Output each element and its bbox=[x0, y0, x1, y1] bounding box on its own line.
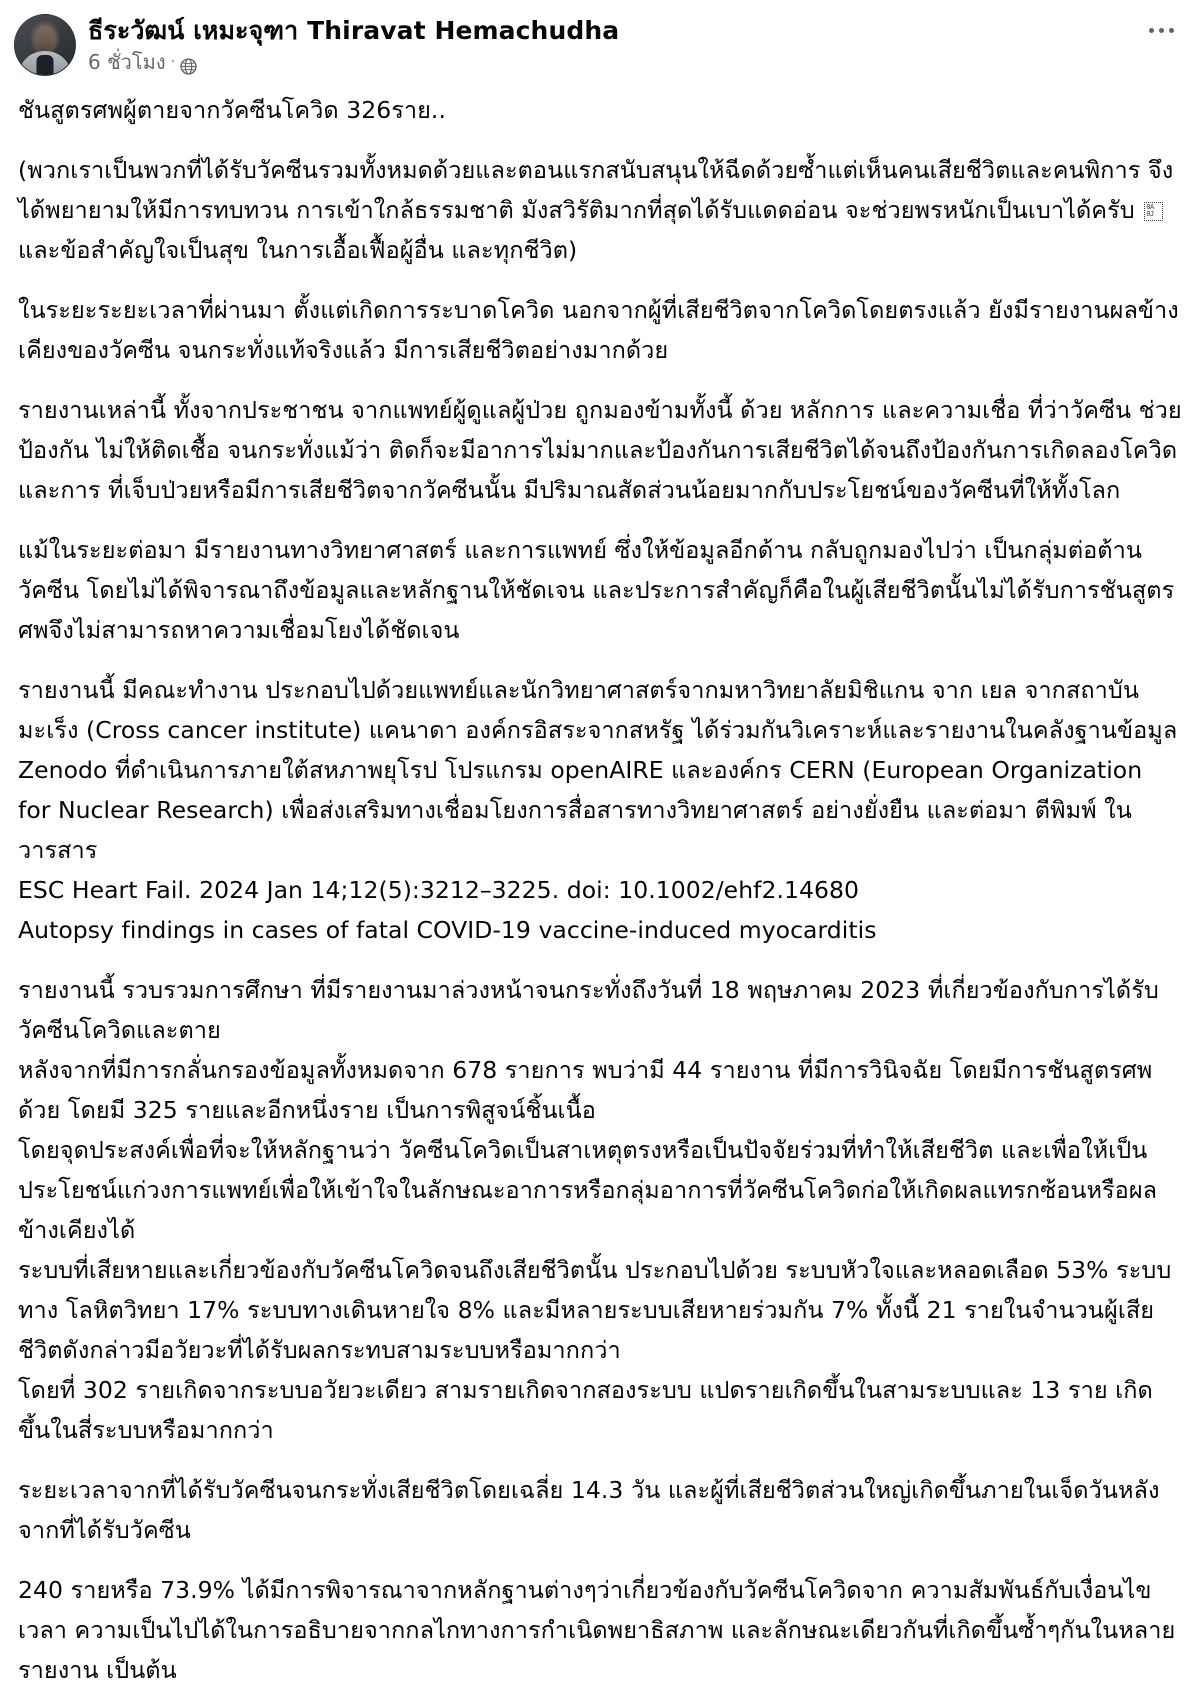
globe-public-icon[interactable] bbox=[180, 55, 197, 72]
ellipsis-dot bbox=[1159, 28, 1164, 33]
author-name[interactable]: ธีระวัฒน์ เหมะจุฑา Thiravat Hemachudha bbox=[88, 16, 620, 45]
post-paragraph-4: แม้ในระยะต่อมา มีรายงานทางวิทยาศาสตร์ และการแพทย์ ซึ่งให้ข้อมูลอีกด้าน กลับถูกมองไปว่า เป็นกลุ่มต่อต้านวัคซีน โดยไม่ได้พิจารณาถึงข้อมูลและหลักฐานให้ชัดเจน และประการสำคัญก็คือในผู้เสียชีวิตนั้นไม่ได้รับการชันสูตรศพจึงไม่สามารถหาความเชื่อมโยงได้ชัดเจน bbox=[18, 536, 1175, 644]
post-header bbox=[0, 0, 1200, 80]
post-body bbox=[0, 90, 1200, 1690]
ellipsis-dot bbox=[1169, 28, 1174, 33]
post-paragraph-9: ระบบที่เสียหายและเกี่ยวข้องกับวัคซีนโควิดจนถึงเสียชีวิตนั้น ประกอบไปด้วย ระบบหัวใจและหลอดเลือด 53% ระบบทาง โลหิตวิทยา 17% ระบบทางเดินหายใจ 8% และมีหลายระบบเสียหายร่วมกัน 7% ทั้งนี้ 21 รายในจำนวนผู้เสียชีวิตดังกล่าวมีอวัยวะที่ได้รับผลกระทบสามระบบหรือมากกว่า bbox=[18, 1256, 1172, 1364]
post-paragraph-5: รายงานนี้ มีคณะทำงาน ประกอบไปด้วยแพทย์และนักวิทยาศาสตร์จากมหาวิทยาลัยมิชิแกน จาก เยล จากสถาบันมะเร็ง (Cross cancer institute) แคนาดา องค์กรอิสระจากสหรัฐ ได้ร่วมกันวิเคราะห์และรายงานในคลังฐานข้อมูล Zenodo ที่ดำเนินการภายใต้สหภาพยุโรป โปรแกรม openAIRE และองค์กร CERN (European Organization for Nuclear Research) เพื่อส่งเสริมทางเชื่อมโยงการสื่อสารทางวิทยาศาสตร์ อย่างยั่งยืน และต่อมา ตีพิมพ์ ในวารสาร bbox=[18, 676, 1178, 864]
intro-text-before-emoji: (พวกเราเป็นพวกที่ได้รับวัคซีนรวมทั้งหมดด้วยและตอนแรกสนับสนุนให้ฉีดด้วยซ้ำแต่เห็นคนเสียชีวิตและคนพิการ จึงได้พยายามให้มีการทบทวน การเข้าใกล้ธรรมชาติ มังสวิรัติมากที่สุดได้รับแดดอ่อน จะช่วยพรหนักเป็นเบาได้ครับ bbox=[18, 156, 1174, 224]
ellipsis-horizontal-icon[interactable] bbox=[1149, 28, 1174, 33]
post-paragraph-2: ในระยะระยะเวลาที่ผ่านมา ตั้งแต่เกิดการระบาดโควิด นอกจากผู้ที่เสียชีวิตจากโควิดโดยตรงแล้ว ยังมีรายงานผลข้างเคียงของวัคซีน จนกระทั่งแท้จริงแล้ว มีการเสียชีวิตอย่างมากด้วย bbox=[18, 296, 1179, 364]
ellipsis-dot bbox=[1149, 28, 1154, 33]
journal-citation: ESC Heart Fail. 2024 Jan 14;12(5):3212–3225. doi: 10.1002/ehf2.14680 bbox=[18, 876, 859, 904]
avatar-face bbox=[35, 26, 55, 51]
post-meta bbox=[88, 49, 619, 75]
post-paragraph-intro bbox=[18, 150, 1182, 270]
post-paragraph-12: 240 รายหรือ 73.9% ได้มีการพิจารณาจากหลักฐานต่างๆว่าเกี่ยวข้องกับวัคซีนโควิดจาก ความสัมพันธ์กับเงื่อนไขเวลา ความเป็นไปได้ในการอธิบายจากกลไกทางการกำเนิดพยาธิสภาพ และลักษณะเดียวกันที่เกิดขึ้นซ้ำๆกันในหลายรายงาน เป็นต้น bbox=[18, 1576, 1176, 1684]
post-paragraph-3: รายงานเหล่านี้ ทั้งจากประชาชน จากแพทย์ผู้ดูแลผู้ป่วย ถูกมองข้ามทั้งนี้ ด้วย หลักการ และความเชื่อ ที่ว่าวัคซีน ช่วยป้องกัน ไม่ให้ติดเชื้อ จนกระทั่งแม้ว่า ติดก็จะมีอาการไม่มากและป้องกันการเสียชีวิตได้จนถึงป้องกันการเกิดลองโควิด และการ ที่เจ็บป่วยหรือมีการเสียชีวิตจากวัคซีนนั้น มีปริมาณสัดส่วนน้อยมากกับประโยชน์ของวัคซีนที่ให้ทั้งโลก bbox=[18, 396, 1182, 504]
intro-text-after-emoji: และข้อสำคัญใจเป็นสุข ในการเอื้อเฟื้อผู้อื่น และทุกชีวิต) bbox=[18, 236, 578, 264]
post-paragraph-10: โดยที่ 302 รายเกิดจากระบบอวัยวะเดียว สามรายเกิดจากสองระบบ แปดรายเกิดขึ้นในสามระบบและ 13 ราย เกิดขึ้นในสี่ระบบหรือมากกว่า bbox=[18, 1376, 1153, 1444]
article-title: Autopsy findings in cases of fatal COVID-19 vaccine-induced myocarditis bbox=[18, 916, 877, 944]
post-paragraph-11: ระยะเวลาจากที่ได้รับวัคซีนจนกระทั่งเสียชีวิตโดยเฉลี่ย 14.3 วัน และผู้ที่เสียชีวิตส่วนใหญ่เกิดขึ้นภายในเจ็ดวันหลังจากที่ได้รับวัคซีน bbox=[18, 1476, 1160, 1544]
post-paragraph-8: โดยจุดประสงค์เพื่อที่จะให้หลักฐานว่า วัคซีนโควิดเป็นสาเหตุตรงหรือเป็นปัจจัยร่วมที่ทำให้เสียชีวิต และเพื่อให้เป็นประโยชน์แก่วงการแพทย์เพื่อให้เข้าใจในลักษณะอาการหรือกลุ่มอาการที่วัคซีนโควิดก่อให้เกิดผลแทรกซ้อนหรือผลข้างเคียงได้ bbox=[18, 1136, 1158, 1244]
post-header-text bbox=[88, 8, 619, 75]
post-paragraph-6: รายงานนี้ รวบรวมการศึกษา ที่มีรายงานมาล่วงหน้าจนกระทั่งถึงวันที่ 18 พฤษภาคม 2023 ที่เกี่ยวข้องกับการได้รับวัคซีนโควิดและตาย bbox=[18, 976, 1159, 1044]
post-paragraph-7: หลังจากที่มีการกลั่นกรองข้อมูลทั้งหมดจาก 678 รายการ พบว่ามี 44 รายงาน ที่มีการวินิจฉัย โดยมีการชันสูตรศพด้วย โดยมี 325 รายและอีกหนึ่งราย เป็นการพิสูจน์ชิ้นเนื้อ bbox=[18, 1056, 1153, 1124]
post-timestamp[interactable]: 6 ชั่วโมง bbox=[88, 50, 166, 74]
missing-glyph-emoji-icon: 0A 0J bbox=[1144, 202, 1163, 221]
meta-separator: · bbox=[170, 54, 176, 70]
avatar[interactable] bbox=[14, 14, 76, 76]
post-headline: ชันสูตรศพผู้ตายจากวัคซีนโควิด 326ราย.. bbox=[18, 96, 446, 124]
